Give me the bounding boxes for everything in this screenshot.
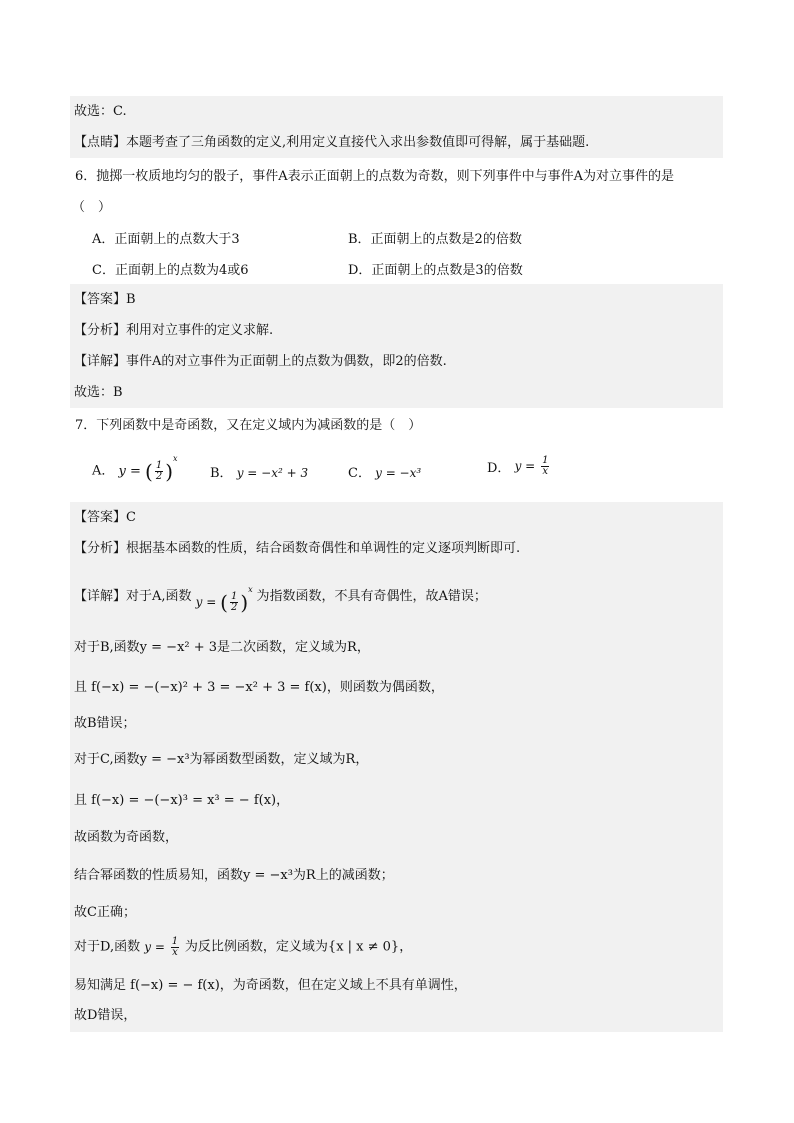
q7-detail-a-expr: y = ( $\frac{1}{2}$ )$^x$ [195, 585, 253, 615]
q6-detail: 【详解】事件A的对立事件为正面朝上的点数为偶数，即2的倍数. [74, 354, 447, 369]
q7-stem: 7．下列函数中是奇函数，又在定义域内为减函数的是（ ） [75, 418, 422, 433]
q7-option-c-label: C． [348, 466, 371, 481]
q7-line-d2: 易知满足 f(−x) = − f(x)，为奇函数，但在定义域上不具有单调性， [74, 978, 467, 993]
q7-option-a-expr: y = ( $\frac{1}{2}$ )$^x$ [118, 454, 178, 484]
q7-line-c5: 故C正确； [74, 905, 136, 920]
q7-line-b2: 且 f(−x) = −(−x)² + 3 = −x² + 3 = f(x)，则函数为偶函数， [74, 680, 444, 695]
q5-comment-block [70, 126, 723, 158]
q5-conclusion: 故选：C. [74, 104, 127, 119]
q7-line-c2: 且 f(−x) = −(−x)³ = x³ = − f(x)， [74, 793, 290, 808]
q7-line-c1: 对于C,函数y = −x³为幂函数型函数，定义域为R， [74, 752, 369, 767]
q6-option-c: C．正面朝上的点数为4或6 [92, 263, 249, 278]
q7-line-d3: 故D错误， [74, 1008, 137, 1023]
q7-solution-block [70, 502, 723, 1032]
q6-conclusion: 故选：B [74, 385, 123, 400]
q7-option-a [92, 454, 178, 484]
q7-option-d-expr: y = $\frac{1}{x}$ [514, 455, 549, 477]
q7-option-d-label: D． [487, 461, 511, 476]
q7-line-b3: 故B错误； [74, 716, 136, 731]
q6-option-d: D．正面朝上的点数是3的倍数 [348, 263, 523, 278]
q7-option-a-label: A． [92, 463, 115, 479]
q6-analysis: 【分析】利用对立事件的定义求解. [74, 323, 274, 338]
q7-line-c3: 故函数为奇函数， [74, 830, 179, 845]
q7-option-b [210, 462, 308, 481]
q7-analysis: 【分析】根据基本函数的性质，结合函数奇偶性和单调性的定义逐项判断即可. [74, 541, 521, 556]
q7-option-c [348, 462, 421, 481]
q6-option-b: B．正面朝上的点数是2的倍数 [348, 232, 522, 247]
q7-detail-a: 【详解】对于A,函数 y = ( $\frac{1}{2}$ )$^x$ 为指数函数，不具有奇偶性，故A错误； [74, 585, 487, 615]
q5-comment: 【点睛】本题考查了三角函数的定义,利用定义直接代入求出参数值即可得解，属于基础题. [74, 135, 590, 150]
q6-option-a: A．正面朝上的点数大于3 [92, 232, 240, 247]
q7-option-b-label: B． [210, 466, 233, 481]
q7-line-b1: 对于B,函数y = −x² + 3是二次函数，定义域为R， [74, 640, 370, 655]
q7-line-d1-expr: y = $\frac{1}{x}$ [144, 936, 179, 958]
q6-stem-line2: （ ） [72, 200, 112, 215]
q7-option-b-expr: y = −x² + 3 [236, 466, 309, 480]
q6-stem-line1: 6．抛掷一枚质地均匀的骰子，事件A表示正面朝上的点数为奇数，则下列事件中与事件A为对立事件的是 [75, 169, 675, 184]
q7-line-c4: 结合幂函数的性质易知，函数y = −x³为R上的减函数； [74, 868, 394, 883]
q7-line-d1: 对于D,函数 y = $\frac{1}{x}$ 为反比例函数，定义域为{x | x ≠ 0}， [74, 936, 413, 958]
q5-conclusion-block [70, 96, 723, 126]
q7-option-c-expr: y = −x³ [375, 466, 422, 480]
q7-answer: 【答案】C [74, 510, 136, 525]
q6-solution-block [70, 284, 723, 408]
q7-option-d [487, 456, 551, 477]
q6-answer: 【答案】B [74, 292, 136, 307]
